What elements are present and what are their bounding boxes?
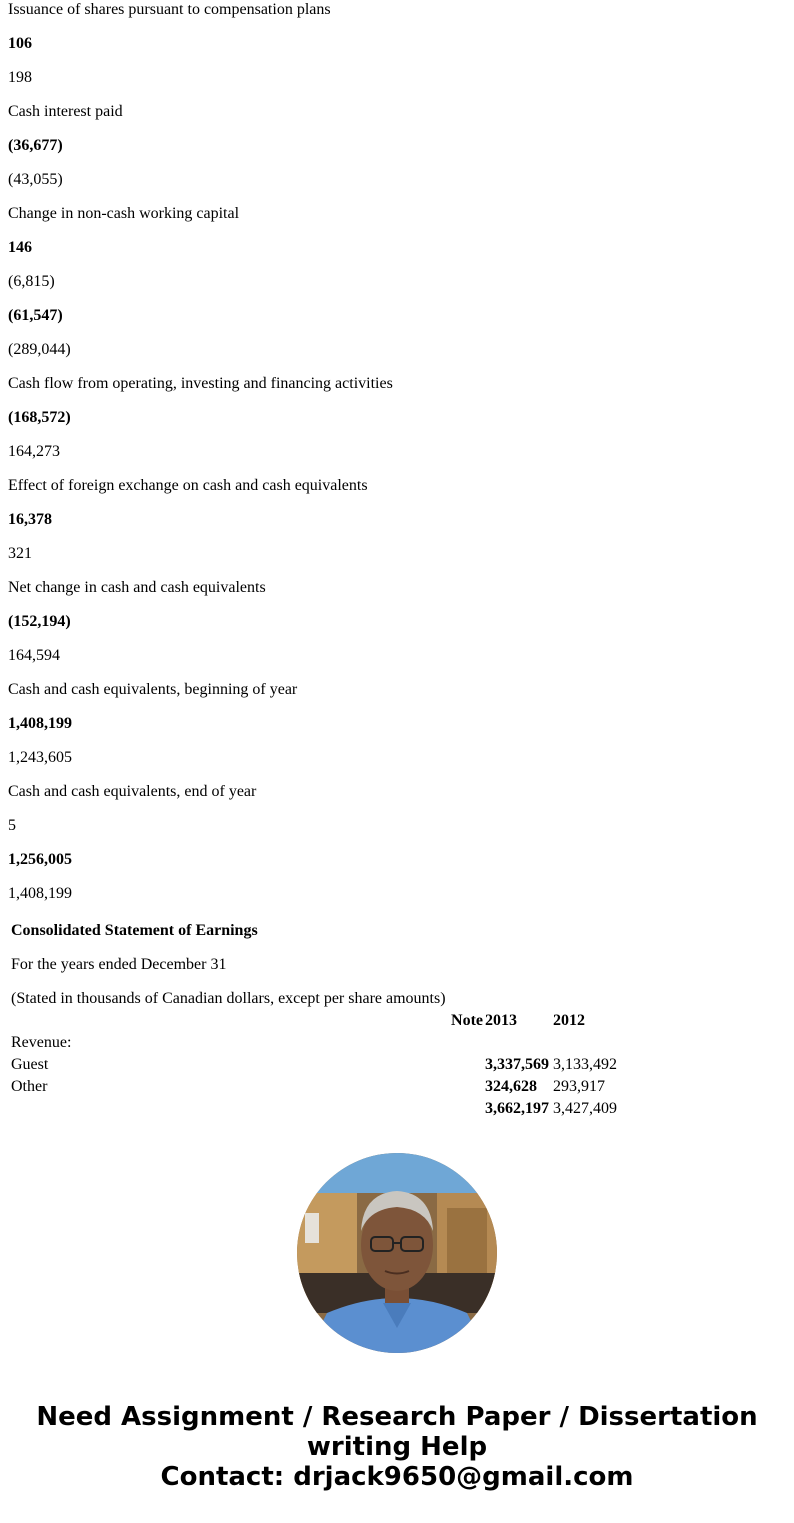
cash-flow-line: 106 — [8, 35, 32, 52]
cash-flow-line: Effect of foreign exchange on cash and cash equivalents — [8, 477, 368, 494]
promo-line-2: writing Help — [306, 1432, 488, 1462]
section-label: Revenue: — [11, 1034, 72, 1051]
row-value-2012: 3,133,492 — [553, 1056, 617, 1073]
cash-flow-line: 146 — [8, 239, 32, 256]
header-note: Note — [451, 1012, 483, 1029]
avatar — [297, 1153, 497, 1353]
cash-flow-line: Cash and cash equivalents, beginning of year — [8, 681, 298, 698]
cash-flow-line: Cash flow from operating, investing and financing activities — [8, 375, 393, 392]
cash-flow-lines — [8, 0, 788, 918]
earnings-period: For the years ended December 31 — [11, 956, 227, 973]
row-label — [11, 1099, 447, 1121]
cash-flow-line: (6,815) — [8, 273, 55, 290]
table-row-total — [11, 1099, 621, 1121]
table-row — [11, 1055, 621, 1077]
header-blank — [11, 1011, 447, 1033]
cash-flow-line: 1,408,199 — [8, 715, 72, 732]
cash-flow-line: (289,044) — [8, 341, 71, 358]
promo-banner — [0, 1402, 794, 1492]
cash-flow-line: (168,572) — [8, 409, 71, 426]
earnings-statement — [11, 921, 711, 1121]
header-2012: 2012 — [553, 1012, 585, 1029]
author-portrait-image — [297, 1153, 497, 1353]
table-row — [11, 1077, 621, 1099]
cash-flow-line: (43,055) — [8, 171, 63, 188]
cash-flow-line: Change in non-cash working capital — [8, 205, 240, 222]
earnings-title: Consolidated Statement of Earnings — [11, 922, 258, 939]
table-row — [11, 1033, 621, 1055]
cash-flow-line: 1,243,605 — [8, 749, 72, 766]
cash-flow-line: Cash interest paid — [8, 103, 123, 120]
cash-flow-line: 198 — [8, 69, 32, 86]
cash-flow-line: Issuance of shares pursuant to compensation plans — [8, 1, 331, 18]
earnings-table — [11, 1011, 621, 1121]
cash-flow-line: Cash and cash equivalents, end of year — [8, 783, 257, 800]
promo-line-1: Need Assignment / Research Paper / Dissertation — [36, 1402, 758, 1432]
header-2013: 2013 — [485, 1012, 517, 1029]
cash-flow-line: (36,677) — [8, 137, 63, 154]
row-value-2012: 293,917 — [553, 1078, 605, 1095]
cash-flow-line: 164,273 — [8, 443, 60, 460]
promo-contact: Contact: drjack9650@gmail.com — [160, 1462, 634, 1492]
cash-flow-line: 5 — [8, 817, 16, 834]
row-value-2012: 3,427,409 — [553, 1100, 617, 1117]
row-value-2013: 324,628 — [485, 1078, 537, 1095]
cash-flow-line: 16,378 — [8, 511, 52, 528]
cash-flow-line: 1,408,199 — [8, 885, 72, 902]
earnings-stated-note: (Stated in thousands of Canadian dollars, except per share amounts) — [11, 990, 446, 1007]
table-header-row — [11, 1011, 621, 1033]
cash-flow-line: 321 — [8, 545, 32, 562]
cash-flow-line: Net change in cash and cash equivalents — [8, 579, 266, 596]
row-label: Other — [11, 1078, 48, 1095]
row-label: Guest — [11, 1056, 49, 1073]
row-value-2013: 3,337,569 — [485, 1056, 549, 1073]
cash-flow-line: (61,547) — [8, 307, 63, 324]
cash-flow-line: (152,194) — [8, 613, 71, 630]
cash-flow-line: 164,594 — [8, 647, 60, 664]
row-value-2013: 3,662,197 — [485, 1100, 549, 1117]
cash-flow-line: 1,256,005 — [8, 851, 72, 868]
